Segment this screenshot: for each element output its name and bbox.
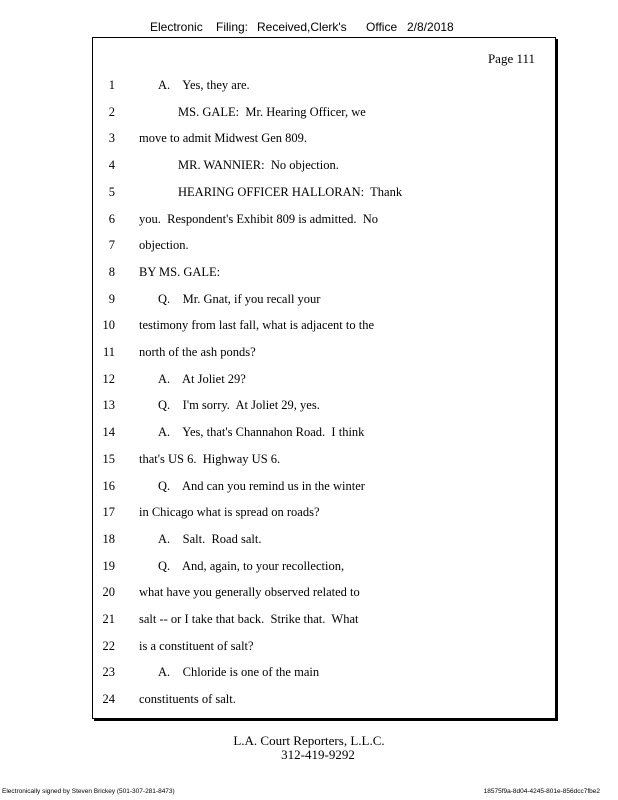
line-text: move to admit Midwest Gen 809. [139,131,308,146]
transcript-line [93,425,553,445]
line-number: 18 [102,531,115,546]
transcript-line [93,612,553,632]
line-number: 16 [102,478,115,493]
line-text: BY MS. GALE: [139,264,221,279]
line-text: Q. Mr. Gnat, if you recall your [158,291,321,306]
line-text: HEARING OFFICER HALLORAN: Thank [178,184,403,199]
line-number: 1 [108,78,115,92]
transcript-line [93,372,553,392]
line-text: north of the ash ponds? [139,345,256,359]
stamp-filing: Filing: [216,20,249,34]
transcript-line [93,185,553,205]
transcript-line [93,131,553,151]
line-number: 15 [102,451,115,466]
line-text: A. Yes, that's Channahon Road. I think [158,425,365,440]
transcript-line [93,479,553,499]
line-number: 24 [102,692,115,707]
line-number: 22 [102,638,115,653]
transcript-line [93,78,553,98]
line-number: 14 [102,425,115,440]
line-text: constituents of salt. [139,692,236,707]
line-number: 19 [102,558,115,573]
line-number: 8 [108,264,115,279]
line-number: 2 [108,104,115,119]
line-text: is a constituent of salt? [139,638,254,653]
stamp-office: Office [366,20,398,34]
stamp-received: Received,Clerk's [257,20,347,34]
line-number: 4 [108,158,115,173]
line-number: 20 [102,585,115,600]
line-number: 11 [102,345,115,359]
reporter-phone: 312-419-9292 [281,747,355,762]
line-text: A. Chloride is one of the main [158,665,320,680]
line-number: 21 [102,612,115,626]
transcript-line [93,238,553,258]
transcript-line [93,452,553,472]
transcript-line [93,639,553,659]
line-number: 5 [108,184,115,199]
stamp-electronic: Electronic [150,20,203,34]
transcript-line [93,318,553,338]
transcript-line [93,692,553,712]
line-number: 6 [108,211,115,226]
transcript-line [93,105,553,125]
line-number: 10 [102,318,115,333]
line-number: 12 [102,371,115,386]
line-number: 3 [108,131,115,146]
transcript-line [93,559,553,579]
transcript-line [93,398,553,418]
line-text: A. At Joliet 29? [158,371,246,386]
line-text: what have you generally observed related to [139,585,360,600]
line-text: Q. I'm sorry. At Joliet 29, yes. [158,398,320,413]
transcript-line [93,345,553,365]
transcript-line [93,292,553,312]
line-text: MS. GALE: Mr. Hearing Officer, we [178,104,366,119]
line-text: in Chicago what is spread on roads? [139,505,320,520]
line-text: you. Respondent's Exhibit 809 is admitted. No [139,211,379,226]
transcript-line [93,265,553,285]
signature-right: 18575f9a-8d04-4245-801e-856dcc7fbe2 [483,788,600,795]
line-number: 7 [108,238,115,253]
line-text: testimony from last fall, what is adjacent to the [139,318,375,333]
line-text: Q. And can you remind us in the winter [158,478,365,493]
line-number: 23 [102,665,115,680]
signature-left: Electronically signed by Steven Brickey (501-307-281-8473) [2,788,175,795]
line-number: 17 [102,505,115,520]
transcript-line [93,665,553,685]
line-text: A. Salt. Road salt. [158,531,262,546]
line-number: 13 [102,398,115,413]
stamp-date: 2/8/2018 [407,20,454,34]
transcript-line [93,212,553,232]
transcript-line [93,505,553,525]
transcript-line [93,585,553,605]
line-text: that's US 6. Highway US 6. [139,451,281,466]
line-text: objection. [139,238,189,253]
line-text: MR. WANNIER: No objection. [178,158,339,173]
line-text: A. Yes, they are. [158,78,250,92]
line-text: salt -- or I take that back. Strike that. What [139,612,359,626]
page-number: Page 111 [487,51,535,66]
reporter-name: L.A. Court Reporters, L.L.C. [233,733,385,748]
line-text: Q. And, again, to your recollection, [158,558,345,573]
transcript-page [92,37,556,719]
transcript-line [93,158,553,178]
line-number: 9 [108,291,115,306]
transcript-line [93,532,553,552]
